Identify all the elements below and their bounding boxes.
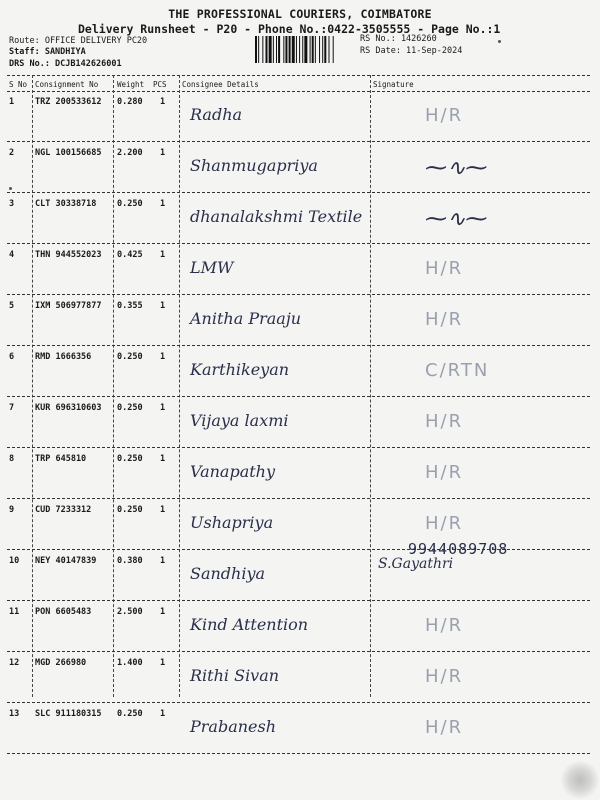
row-consignee: Karthikeyan <box>190 360 290 379</box>
row-weight: 2.500 <box>117 607 143 617</box>
row-signature: H/R <box>425 309 464 330</box>
row-pcs: 1 <box>160 148 166 158</box>
table-row <box>0 550 600 600</box>
row-sno: 1 <box>9 97 15 107</box>
table-row <box>0 652 600 702</box>
row-sno: 13 <box>9 709 20 719</box>
barcode-bar <box>324 36 326 63</box>
row-consignee: Vijaya laxmi <box>190 411 289 430</box>
row-signature: H/R <box>425 615 464 636</box>
row-weight: 0.280 <box>117 97 143 107</box>
row-consignment-no: CLT 30338718 <box>35 199 97 209</box>
scan-dot <box>498 40 501 43</box>
row-pcs: 1 <box>160 199 166 209</box>
row-signature: H/R <box>425 105 464 126</box>
row-sno: 12 <box>9 658 20 668</box>
row-pcs: 1 <box>160 454 166 464</box>
drs-number: DRS No.: DCJB142626001 <box>9 59 122 69</box>
row-weight: 0.425 <box>117 250 143 260</box>
row-consignment-no: IXM 506977877 <box>35 301 102 311</box>
table-row <box>0 142 600 192</box>
barcode-bar <box>312 36 314 63</box>
table-row <box>0 346 600 396</box>
table-row <box>0 193 600 243</box>
row-consignment-no: MGD 266980 <box>35 658 87 668</box>
row-weight: 1.400 <box>117 658 143 668</box>
table-row <box>0 295 600 345</box>
barcode-bar <box>319 36 320 63</box>
row-consignee: Anitha Praaju <box>190 309 302 328</box>
barcode <box>255 36 355 63</box>
col-header-pcs: PCS <box>153 80 167 89</box>
row-pcs: 1 <box>160 301 166 311</box>
row-weight: 0.250 <box>117 352 143 362</box>
row-consignee: Radha <box>190 105 243 124</box>
route-label: Route: OFFICE DELIVERY PC20 <box>9 36 148 46</box>
table-row <box>0 448 600 498</box>
table-row <box>0 703 600 753</box>
row-pcs: 1 <box>160 403 166 413</box>
row-consignment-no: THN 944552023 <box>35 250 102 260</box>
row-sno: 2 <box>9 148 15 158</box>
row-signature: H/R <box>425 513 464 534</box>
table-row <box>0 244 600 294</box>
col-header-weight: Weight <box>117 80 145 89</box>
row-consignee: Kind Attention <box>190 615 309 634</box>
row-sno: 3 <box>9 199 15 209</box>
row-pcs: 1 <box>160 709 166 719</box>
barcode-bar <box>262 36 263 63</box>
rs-date: RS Date: 11-Sep-2024 <box>360 46 463 56</box>
table-row <box>0 601 600 651</box>
table-row <box>0 91 600 141</box>
barcode-bar <box>296 36 297 63</box>
barcode-bar <box>322 36 323 63</box>
col-header-consignment: Consignment No <box>35 80 99 89</box>
row-sno: 7 <box>9 403 15 413</box>
row-weight: 0.250 <box>117 454 143 464</box>
barcode-bar <box>278 36 280 63</box>
barcode-bar <box>285 36 287 63</box>
row-signature: H/R <box>425 462 464 483</box>
row-weight: 0.380 <box>117 556 143 566</box>
row-consignee: Prabanesh <box>190 717 277 736</box>
row-weight: 0.250 <box>117 505 143 515</box>
row-consignee: Rithi Sivan <box>190 666 280 685</box>
row-pcs: 1 <box>160 658 166 668</box>
row-weight: 0.355 <box>117 301 143 311</box>
table-top-rule <box>7 75 590 76</box>
row-pcs: 1 <box>160 97 166 107</box>
barcode-bar <box>315 36 316 63</box>
row-pcs: 1 <box>160 505 166 515</box>
row-consignee: Ushapriya <box>190 513 274 532</box>
row-signature: S.Gayathri <box>378 556 454 572</box>
col-header-sno: S No <box>9 80 28 89</box>
row-pcs: 1 <box>160 607 166 617</box>
row-sno: 5 <box>9 301 15 311</box>
row-sno: 10 <box>9 556 20 566</box>
row-consignee: Shanmugapriya <box>190 156 318 175</box>
row-consignment-no: SLC 911180315 <box>35 709 102 719</box>
barcode-bar <box>310 36 311 63</box>
row-consignment-no: CUD 7233312 <box>35 505 92 515</box>
row-sno: 6 <box>9 352 15 362</box>
row-consignee: Sandhiya <box>190 564 266 583</box>
barcode-bar <box>304 36 307 63</box>
row-consignee: LMW <box>190 258 234 277</box>
barcode-bar <box>276 36 277 63</box>
barcode-bar <box>258 36 259 63</box>
row-signature: C/RTN <box>425 360 490 381</box>
row-sno: 11 <box>9 607 20 617</box>
col-header-consignee: Consignee Details <box>182 80 259 89</box>
runsheet-title: Delivery Runsheet - P20 - Phone No.:0422-3505555 - Page No.:1 <box>78 22 501 36</box>
row-pcs: 1 <box>160 250 166 260</box>
barcode-bar <box>255 36 257 63</box>
row-consignment-no: KUR 696310603 <box>35 403 102 413</box>
barcode-bar <box>289 36 291 63</box>
row-signature: H/R <box>425 717 464 738</box>
col-header-signature: Signature <box>373 80 414 89</box>
barcode-bar <box>292 36 295 63</box>
row-signature: H/R <box>425 666 464 687</box>
company-title: THE PROFESSIONAL COURIERS, COIMBATORE <box>168 7 432 21</box>
row-weight: 0.250 <box>117 403 143 413</box>
row-pcs: 1 <box>160 352 166 362</box>
paper-smudge <box>560 760 600 800</box>
receiver-phone: 9944089708 <box>408 540 509 558</box>
row-weight: 2.200 <box>117 148 143 158</box>
row-consignment-no: NEY 40147839 <box>35 556 97 566</box>
table-row <box>0 397 600 447</box>
row-signature: ⁓∿⁓ <box>425 207 488 232</box>
rs-number: RS No.: 1426260 <box>360 34 437 44</box>
barcode-bar <box>273 36 274 63</box>
row-consignment-no: NGL 100156685 <box>35 148 102 158</box>
row-consignee: dhanalakshmi Textile <box>190 207 363 226</box>
row-signature: H/R <box>425 411 464 432</box>
row-signature: H/R <box>425 258 464 279</box>
row-signature: ⁓∿⁓ <box>425 156 488 181</box>
row-sno: 9 <box>9 505 15 515</box>
row-consignment-no: TRP 645810 <box>35 454 87 464</box>
row-consignment-no: PON 6605483 <box>35 607 92 617</box>
row-consignment-no: TRZ 200533612 <box>35 97 102 107</box>
row-consignee: Vanapathy <box>190 462 276 481</box>
staff-label: Staff: SANDHIYA <box>9 47 86 57</box>
row-pcs: 1 <box>160 556 166 566</box>
barcode-bar <box>302 36 303 63</box>
barcode-bar <box>333 36 334 63</box>
barcode-bar <box>299 36 300 63</box>
row-sno: 4 <box>9 250 15 260</box>
row-consignment-no: RMD 1666356 <box>35 352 92 362</box>
row-sno: 8 <box>9 454 15 464</box>
barcode-bar <box>283 36 284 63</box>
table-row <box>0 499 600 549</box>
row-divider <box>7 753 590 754</box>
barcode-bar <box>266 36 268 63</box>
barcode-bar <box>269 36 272 63</box>
row-weight: 0.250 <box>117 709 143 719</box>
barcode-bar <box>329 36 330 63</box>
row-weight: 0.250 <box>117 199 143 209</box>
